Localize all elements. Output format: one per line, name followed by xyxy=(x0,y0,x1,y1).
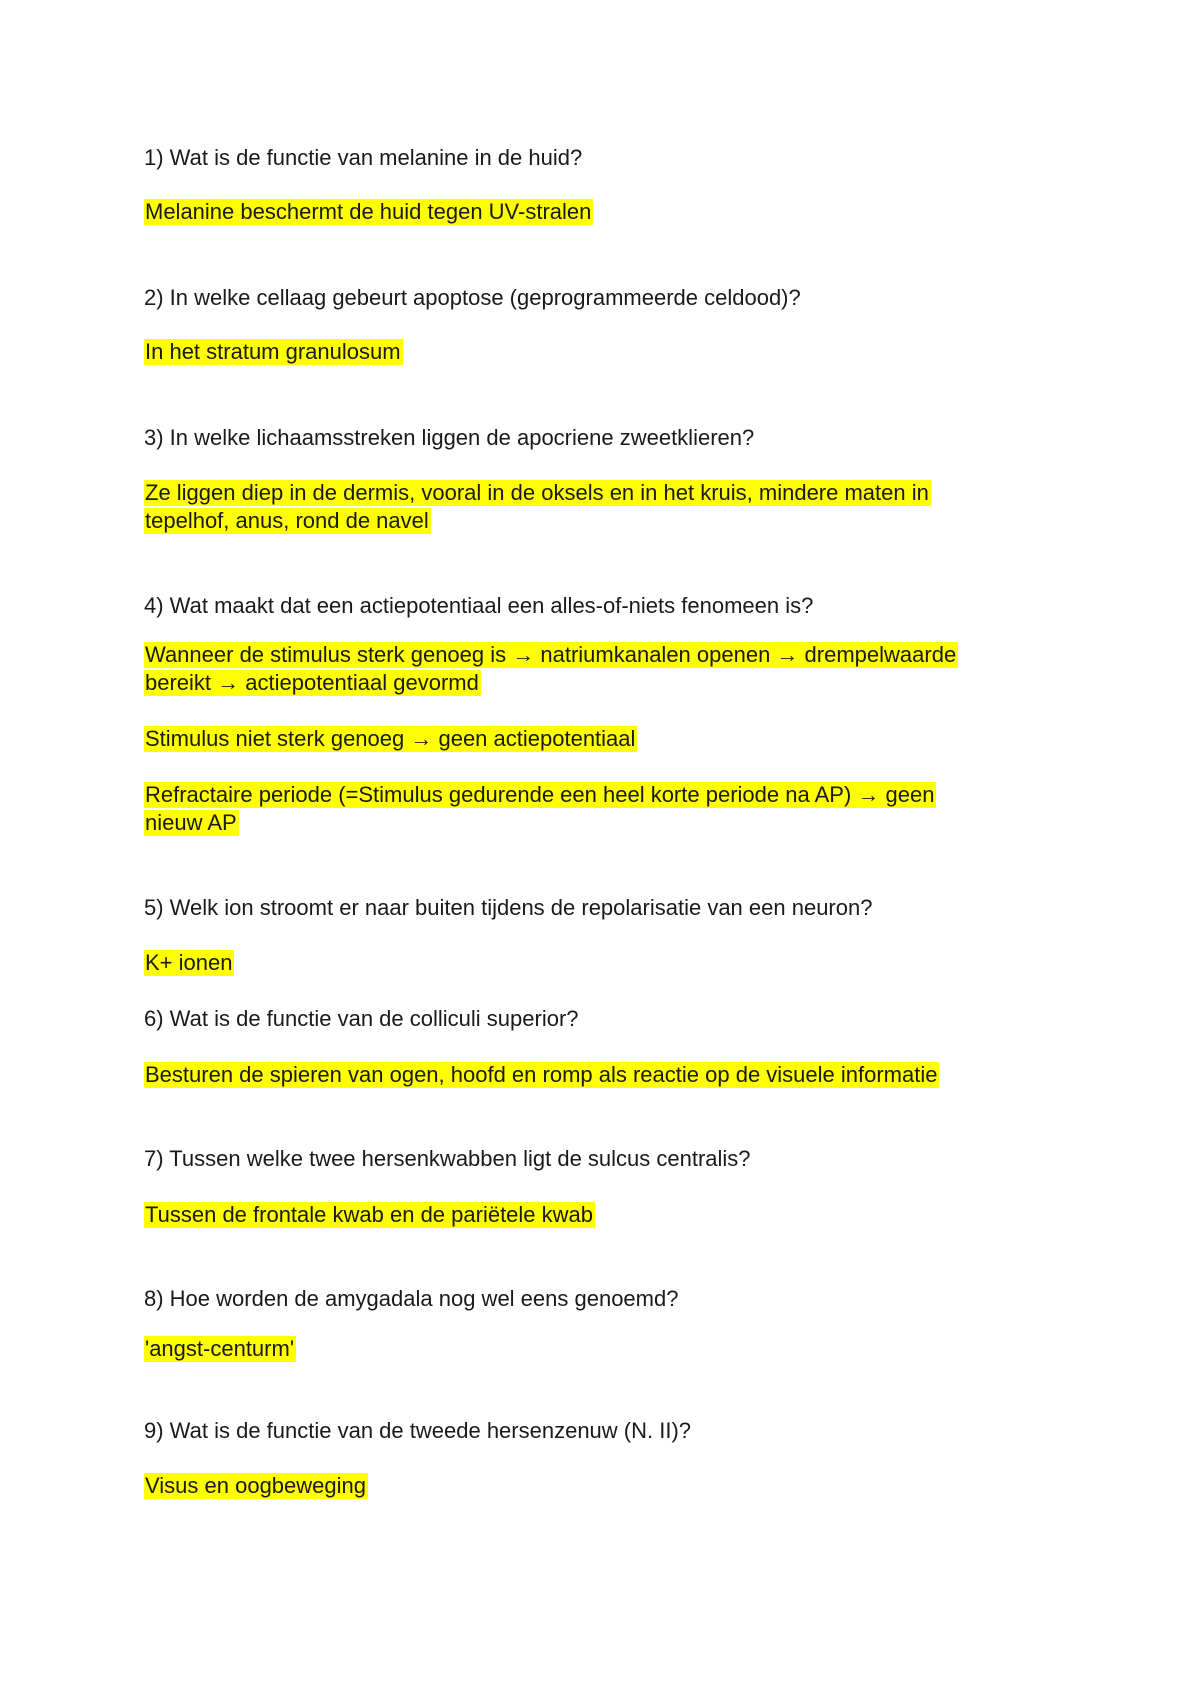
answer-1-line-1 xyxy=(144,198,593,226)
answer-4-line-2 xyxy=(144,669,481,697)
answer-7-line-1 xyxy=(144,1201,595,1229)
question-6: 6) Wat is de functie van de colliculi superior? xyxy=(144,1006,579,1031)
answer-2-line-1 xyxy=(144,338,403,366)
answer-5-line-1 xyxy=(144,949,234,977)
answer-9-line-1 xyxy=(144,1472,368,1500)
answer-highlight: In het stratum granulosum xyxy=(145,339,401,364)
answer-highlight: Ze liggen diep in de dermis, vooral in de oksels en in het kruis, mindere maten in xyxy=(145,480,929,505)
question-1: 1) Wat is de functie van melanine in de huid? xyxy=(144,145,583,170)
answer-4-line-3 xyxy=(144,725,637,753)
answer-highlight: Besturen de spieren van ogen, hoofd en romp als reactie op de visuele informatie xyxy=(145,1062,938,1087)
question-8: 8) Hoe worden de amygadala nog wel eens genoemd? xyxy=(144,1286,679,1311)
answer-highlight: K+ ionen xyxy=(145,950,233,975)
answer-highlight: nieuw AP xyxy=(145,810,237,835)
answer-highlight: Tussen de frontale kwab en de pariëtele kwab xyxy=(145,1202,594,1227)
answer-4-line-1 xyxy=(144,641,958,669)
answer-highlight: Wanneer de stimulus sterk genoeg is → natriumkanalen openen → drempelwaarde xyxy=(145,642,957,667)
answer-highlight: bereikt → actiepotentiaal gevormd xyxy=(145,670,479,695)
question-2: 2) In welke cellaag gebeurt apoptose (geprogrammeerde celdood)? xyxy=(144,285,801,310)
answer-3-line-1 xyxy=(144,479,931,507)
answer-3-line-2 xyxy=(144,507,431,535)
answer-highlight: Melanine beschermt de huid tegen UV-stralen xyxy=(145,199,592,224)
question-9: 9) Wat is de functie van de tweede hersenzenuw (N. II)? xyxy=(144,1418,692,1443)
answer-highlight: Visus en oogbeweging xyxy=(145,1473,366,1498)
question-5: 5) Welk ion stroomt er naar buiten tijdens de repolarisatie van een neuron? xyxy=(144,895,873,920)
answer-4-line-4 xyxy=(144,781,936,809)
question-7: 7) Tussen welke twee hersenkwabben ligt de sulcus centralis? xyxy=(144,1146,751,1171)
answer-4-line-5 xyxy=(144,809,239,837)
answer-highlight: 'angst-centurm' xyxy=(145,1336,295,1361)
answer-6-line-1 xyxy=(144,1061,939,1089)
question-4: 4) Wat maakt dat een actiepotentiaal een alles-of-niets fenomeen is? xyxy=(144,593,814,618)
answer-8-line-1 xyxy=(144,1335,296,1363)
question-3: 3) In welke lichaamsstreken liggen de apocriene zweetklieren? xyxy=(144,425,755,450)
answer-highlight: tepelhof, anus, rond de navel xyxy=(145,508,429,533)
answer-highlight: Refractaire periode (=Stimulus gedurende een heel korte periode na AP) → geen xyxy=(145,782,935,807)
answer-highlight: Stimulus niet sterk genoeg → geen actiepotentiaal xyxy=(145,726,636,751)
